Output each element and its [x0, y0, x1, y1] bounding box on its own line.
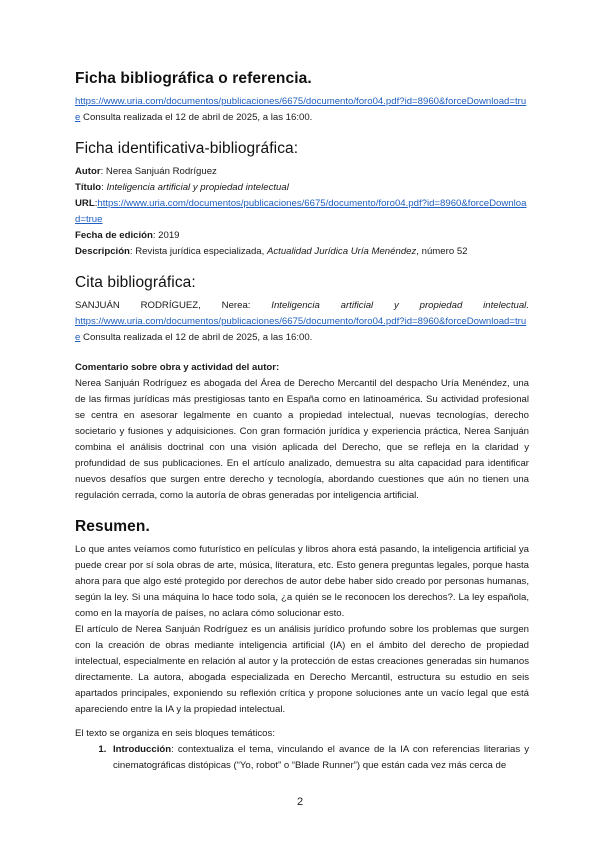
comentario-body: Nerea Sanjuán Rodríguez es abogada del Área de Derecho Mercantil del despacho Uría Menéndez, una de las firmas jurídicas más prestigiosas tanto en España como en latinoamérica. Su actividad profesional se centra en asesorar legalmente en cuanto a propiedad intelectual, nuevas tecnologías, derecho societario y fusiones y adquisiciones. Con gran formación jurídica y experiencia práctica, Nerea Sanjuán combina el análisis doctrinal con una visión aplicada del Derecho, que se refleja en la claridad y profundidad de sus publicaciones. En el artículo analizado, demuestra su alta capacidad para identificar nuevos desafíos que surgen entre derecho y tecnología, abordando cuestiones que aún no tienen una regulación cerrada, como la autoría de obras generadas por inteligencia artificial.: [75, 378, 529, 501]
cita-url-line: [75, 314, 529, 346]
url-link[interactable]: https://www.uria.com/documentos/publicaciones/6675/documento/foro04.pdf?id=8960&forceDownload=true: [75, 198, 527, 225]
comentario-section: [75, 360, 529, 504]
ficha-identificativa-heading: Ficha identificativa-bibliográfica:: [75, 140, 299, 157]
resumen-paragraph-3: El texto se organiza en seis bloques temáticos:: [75, 728, 275, 739]
titulo-sep: :: [101, 182, 107, 193]
cita-reference: [75, 298, 529, 314]
descripcion-journal: Actualidad Jurídica Uría Menéndez: [266, 246, 417, 257]
titulo-label: Título: [75, 182, 102, 193]
ficha-referencia-section: [75, 70, 529, 126]
resumen-paragraph-2: El artículo de Nerea Sanjuán Rodríguez es un análisis jurídico profundo sobre los problemas que surgen con la creación de obras mediante inteligencia artificial (IA) en el ámbito del derecho de propiedad intelectual, especialmente en relación al autor y la protección de estas creaciones generadas sin humanos directamente. La autora, abogada especializada en Derecho Mercantil, estructura su estudio en seis apartados principales, exponiendo su reflexión crítica y propone soluciones ante un vacío legal que está apareciendo entre la IA y la propiedad intelectual.: [75, 624, 529, 715]
fecha-line: [75, 228, 529, 244]
list-item-label: Introducción: [113, 744, 172, 755]
cita-section: [75, 274, 529, 346]
cita-link[interactable]: https://www.uria.com/documentos/publicaciones/6675/documento/foro04.pdf?id=8960&forceDownload=true: [75, 316, 527, 343]
descripcion-label: Descripción: [75, 246, 130, 257]
ficha-referencia-text: [75, 94, 529, 126]
url-sep: :: [94, 198, 98, 209]
comentario-heading: Comentario sobre obra y actividad del autor:: [75, 362, 280, 373]
document-page: [75, 70, 529, 774]
list-item-text: : contextualiza el tema, vinculando el avance de la IA con referencias literarias y cinematográficas distópicas (“Yo, robot” o “Blade Runner”) que están cada vez más cerca de: [113, 744, 529, 771]
list-item: [109, 742, 529, 774]
autor-value: : Nerea Sanjuán Rodríguez: [100, 166, 217, 177]
resumen-paragraph-1: Lo que antes veíamos como futurístico en películas y libros ahora está pasando, la inteligencia artificial ya puede crear por sí sola obras de arte, música, literatura, etc. Esto genera preguntas legales, porque hasta ahora para que algo esté protegido por derechos de autor debe haber sido creado por personas humanas, según la ley. Si una máquina lo hace todo sola, ¿a quién se le reconocen los derechos?. La ley española, como en la mayoría de países, no aclara cómo solucionar esto.: [75, 544, 529, 619]
autor-label: Autor: [75, 166, 101, 177]
resumen-heading: Resumen.: [75, 518, 150, 535]
ficha-referencia-consulta: Consulta realizada el 12 de abril de 2025, a las 16:00.: [80, 112, 313, 123]
autor-line: [75, 164, 529, 180]
descripcion-value-1: : Revista jurídica especializada,: [129, 246, 267, 257]
cita-author: SANJUÁN RODRÍGUEZ, Nerea:: [75, 300, 272, 311]
descripcion-line: [75, 244, 529, 260]
resumen-section: [75, 518, 529, 774]
url-line: [75, 196, 529, 228]
fecha-value: : 2019: [152, 230, 180, 241]
descripcion-value-2: , número 52: [416, 246, 468, 257]
cita-heading: Cita bibliográfica:: [75, 274, 196, 291]
url-label: URL: [75, 198, 95, 209]
titulo-value: Inteligencia artificial y propiedad intelectual: [106, 182, 289, 193]
titulo-line: [75, 180, 529, 196]
ficha-referencia-heading: Ficha bibliográfica o referencia.: [75, 70, 312, 87]
fecha-label: Fecha de edición: [75, 230, 153, 241]
cita-work: Inteligencia artificial y propiedad intelectual.: [271, 300, 529, 311]
bloques-list: [75, 742, 529, 774]
cita-consulta: Consulta realizada el 12 de abril de 2025, a las 16:00.: [80, 332, 313, 343]
page-number: 2: [296, 796, 304, 808]
ficha-identificativa-section: [75, 140, 529, 260]
ficha-referencia-link[interactable]: https://www.uria.com/documentos/publicaciones/6675/documento/foro04.pdf?id=8960&forceDownload=true: [75, 96, 527, 123]
